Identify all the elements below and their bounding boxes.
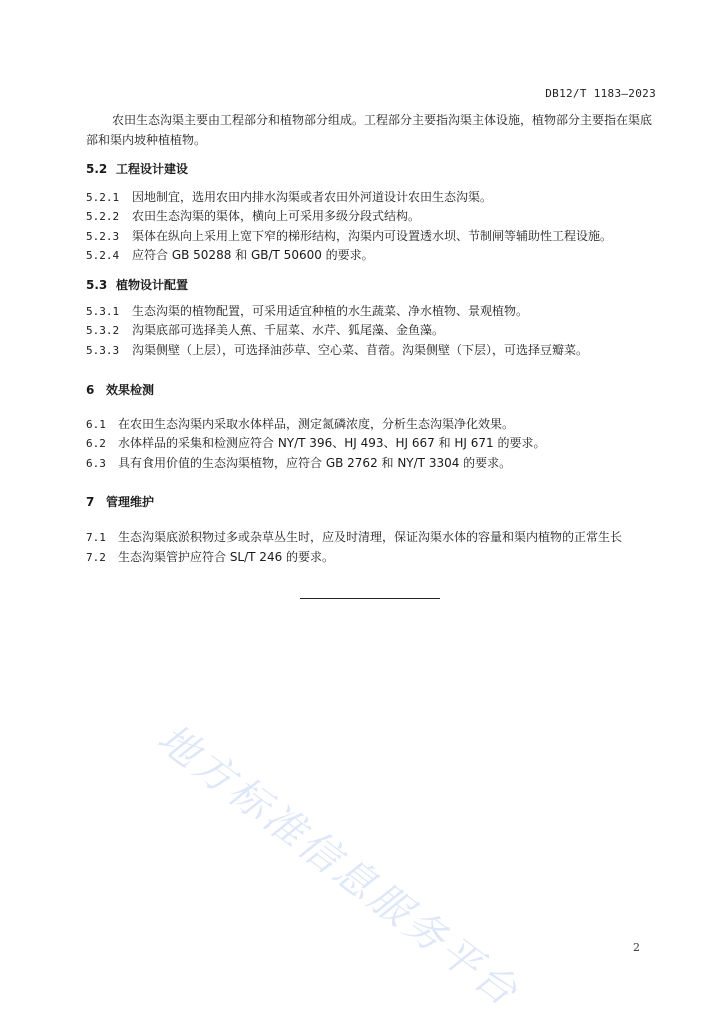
section-title: 管理维护 (106, 495, 155, 509)
section-title: 工程设计建设 (116, 162, 189, 176)
clause-number: 5.3.1 (86, 305, 120, 318)
clause-number: 5.2.1 (86, 191, 120, 204)
clause-number: 5.2.3 (86, 230, 120, 243)
section-heading-5-3 (86, 276, 188, 293)
clause-7-1 (86, 529, 622, 546)
clause-5-3-1 (86, 303, 528, 320)
clause-number: 6.2 (86, 437, 106, 450)
clause-5-2-2 (86, 208, 420, 225)
clause-text: 生态沟渠的植物配置，可采用适宜种植的水生蔬菜、净水植物、景观植物。 (132, 304, 529, 318)
section-title: 植物设计配置 (116, 278, 189, 292)
clause-text: 生态沟渠管护应符合 SL/T 246 的要求。 (118, 550, 335, 564)
section-heading-7 (86, 493, 154, 510)
clause-6-2 (86, 435, 546, 452)
clause-5-2-1 (86, 189, 492, 206)
clause-text: 应符合 GB 50288 和 GB/T 50600 的要求。 (132, 248, 374, 262)
clause-text: 生态沟渠底淤积物过多或杂草丛生时，应及时清理，保证沟渠水体的容量和渠内植物的正常生长 (118, 530, 623, 544)
clause-number: 7.1 (86, 531, 106, 544)
clause-text: 具有食用价值的生态沟渠植物，应符合 GB 2762 和 NY/T 3304 的要求。 (118, 456, 512, 470)
clause-text: 因地制宜，选用农田内排水沟渠或者农田外河道设计农田生态沟渠。 (132, 190, 493, 204)
section-title: 效果检测 (106, 383, 155, 397)
clause-text: 沟渠底部可选择美人蕉、千屈菜、水芹、狐尾藻、金鱼藻。 (132, 323, 445, 337)
clause-number: 6.1 (86, 418, 106, 431)
clause-text: 水体样品的采集和检测应符合 NY/T 396、HJ 493、HJ 667 和 HJ 671 的要求。 (118, 436, 546, 450)
clause-number: 6.3 (86, 457, 106, 470)
clause-number: 5.3.3 (86, 344, 120, 357)
page-number: 2 (633, 941, 640, 954)
section-heading-5-2 (86, 160, 188, 177)
document-code: DB12/T 1183—2023 (545, 87, 656, 100)
section-heading-6 (86, 381, 154, 398)
clause-number: 5.2.2 (86, 210, 120, 223)
clause-text: 在农田生态沟渠内采取水体样品，测定氮磷浓度，分析生态沟渠净化效果。 (118, 417, 515, 431)
section-number: 5.2 (86, 162, 108, 176)
clause-7-2 (86, 549, 334, 566)
section-number: 5.3 (86, 278, 108, 292)
clause-5-2-4 (86, 247, 374, 264)
clause-5-3-3 (86, 342, 588, 359)
intro-paragraph: 农田生态沟渠主要由工程部分和植物部分组成。工程部分主要指沟渠主体设施，植物部分主要指在渠底部和渠内坡种植植物。 (86, 113, 653, 147)
end-of-text-rule (300, 598, 440, 599)
clause-number: 5.2.4 (86, 249, 120, 262)
clause-6-1 (86, 416, 514, 433)
clause-number: 5.3.2 (86, 324, 120, 337)
section-number: 7 (86, 495, 95, 509)
clause-6-3 (86, 455, 511, 472)
clause-number: 7.2 (86, 551, 106, 564)
clause-text: 沟渠侧壁（上层），可选择油莎草、空心菜、苜蓿。沟渠侧壁（下层），可选择豆瓣菜。 (132, 343, 589, 357)
clause-text: 渠体在纵向上采用上宽下窄的梯形结构，沟渠内可设置透水坝、节制闸等辅助性工程设施。 (132, 229, 613, 243)
section-number: 6 (86, 383, 95, 397)
watermark: 地方标准信息服务平台 (148, 715, 528, 1017)
clause-text: 农田生态沟渠的渠体，横向上可采用多级分段式结构。 (132, 209, 421, 223)
clause-5-2-3 (86, 228, 612, 245)
clause-5-3-2 (86, 322, 444, 339)
